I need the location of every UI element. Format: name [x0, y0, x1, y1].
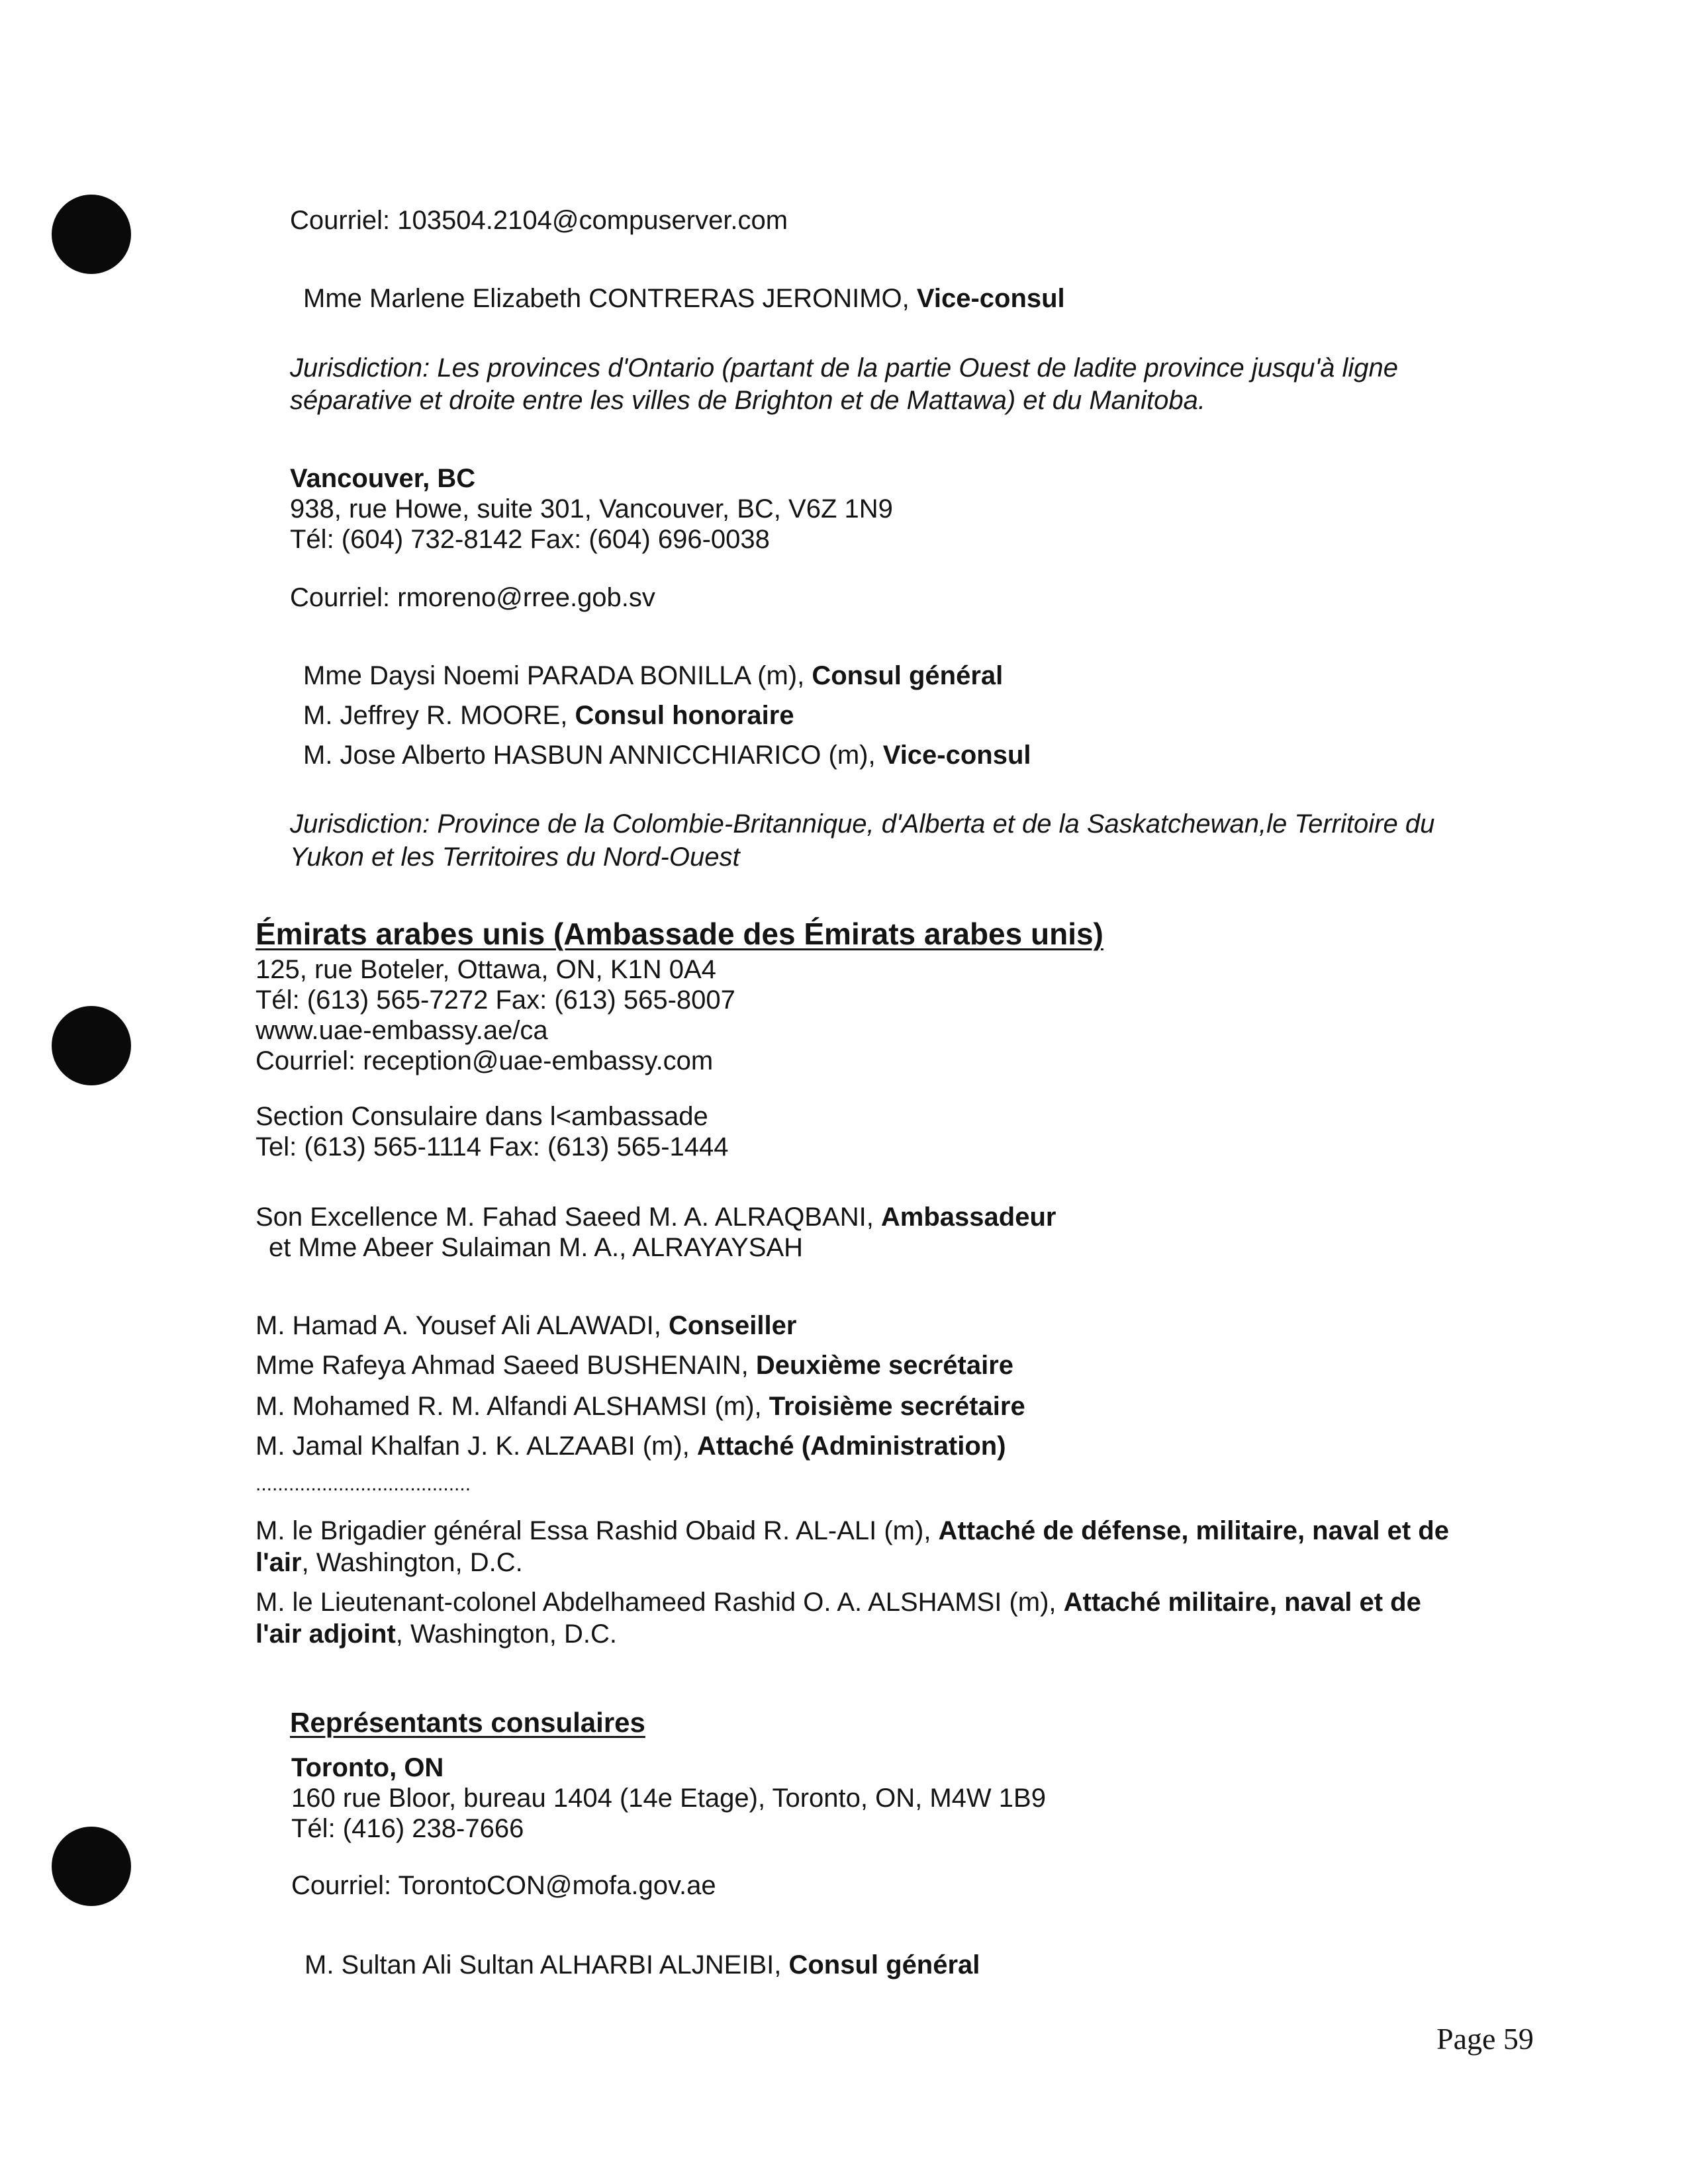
- page-number: Page 59: [1436, 2022, 1534, 2056]
- staff-name: M. Hamad A. Yousef Ali ALAWADI,: [256, 1311, 669, 1340]
- email-line: Courriel: rmoreno@rree.gob.sv: [290, 583, 655, 612]
- staff-title: Deuxième secrétaire: [755, 1351, 1014, 1380]
- staff-entry: [256, 1310, 796, 1341]
- address: 160 rue Bloor, bureau 1404 (14e Etage), Toronto, ON, M4W 1B9: [291, 1784, 1046, 1813]
- staff-name: M. le Lieutenant-colonel Abdelhameed Rashid O. A. ALSHAMSI (m),: [256, 1588, 1064, 1617]
- phone-fax: Tél: (613) 565-7272 Fax: (613) 565-8007: [256, 985, 735, 1015]
- staff-title: Attaché de défense, militaire, naval et de: [938, 1516, 1449, 1545]
- staff-title: Vice-consul: [882, 741, 1031, 770]
- city-name: Vancouver, BC: [290, 464, 476, 493]
- staff-entry: [305, 1950, 980, 1980]
- staff-title: Vice-consul: [916, 284, 1065, 313]
- ambassador-entry: [256, 1202, 1056, 1232]
- staff-name: M. Jeffrey R. MOORE,: [303, 701, 575, 730]
- staff-entry: [303, 660, 1003, 691]
- staff-title: Consul général: [788, 1950, 980, 1979]
- staff-title-cont: l'air adjoint: [256, 1619, 396, 1649]
- staff-name: M. Jamal Khalfan J. K. ALZAABI (m),: [256, 1432, 697, 1461]
- email-line: Courriel: TorontoCON@mofa.gov.ae: [291, 1871, 716, 1900]
- consular-phone-fax: Tel: (613) 565-1114 Fax: (613) 565-1444: [256, 1132, 729, 1161]
- staff-entry: [256, 1350, 1013, 1381]
- vice-consul-entry: [303, 283, 1065, 314]
- jurisdiction-bc-cont: Yukon et les Territoires du Nord-Ouest: [290, 842, 740, 872]
- staff-name: M. Mohamed R. M. Alfandi ALSHAMSI (m),: [256, 1392, 769, 1421]
- embassy-contact: [256, 954, 735, 1076]
- jurisdiction-label: Jurisdiction:: [290, 353, 430, 383]
- consular-section-label: Section Consulaire dans l<ambassade: [256, 1102, 708, 1131]
- staff-location: , Washington, D.C.: [395, 1619, 617, 1649]
- ambassador-title: Ambassadeur: [880, 1203, 1056, 1232]
- staff-title: Consul général: [812, 661, 1004, 690]
- staff-title: Conseiller: [669, 1311, 797, 1340]
- staff-name: M. Jose Alberto HASBUN ANNICCHIARICO (m),: [303, 741, 883, 770]
- staff-name: Mme Rafeya Ahmad Saeed BUSHENAIN,: [256, 1351, 756, 1380]
- staff-name: M. le Brigadier général Essa Rashid Obaid R. AL-ALI (m),: [256, 1516, 939, 1545]
- military-entry: [256, 1516, 1449, 1546]
- separator: .......................................: [256, 1473, 471, 1495]
- punch-hole-bottom: [52, 1827, 131, 1906]
- staff-location: , Washington, D.C.: [301, 1548, 523, 1577]
- staff-title: Consul honoraire: [575, 701, 794, 730]
- address: 125, rue Boteler, Ottawa, ON, K1N 0A4: [256, 955, 716, 984]
- spouse-entry: et Mme Abeer Sulaiman M. A., ALRAYAYSAH: [269, 1233, 804, 1262]
- email: Courriel: reception@uae-embassy.com: [256, 1046, 714, 1075]
- staff-entry: [256, 1431, 1006, 1461]
- address: 938, rue Howe, suite 301, Vancouver, BC, V6Z 1N9: [290, 494, 893, 523]
- phone: Tél: (416) 238-7666: [291, 1814, 524, 1843]
- email-line: Courriel: 103504.2104@compuserver.com: [290, 206, 788, 235]
- punch-hole-top: [52, 195, 131, 274]
- jurisdiction-ontario-cont: séparative et droite entre les villes de Brighton et de Mattawa) et du Manitoba.: [290, 386, 1205, 415]
- military-entry-cont: [256, 1619, 617, 1649]
- staff-title: Attaché (Administration): [696, 1432, 1006, 1461]
- staff-name: Mme Marlene Elizabeth CONTRERAS JERONIMO,: [303, 284, 917, 313]
- military-entry: [256, 1587, 1421, 1617]
- military-entry-cont: [256, 1547, 523, 1578]
- toronto-block: [291, 1752, 1046, 1844]
- jurisdiction-ontario: [290, 353, 1398, 383]
- section-heading: Représentants consulaires: [290, 1707, 645, 1738]
- jurisdiction-text: Les provinces d'Ontario (partant de la partie Ouest de ladite province jusqu'à ligne: [430, 353, 1398, 383]
- staff-name: M. Sultan Ali Sultan ALHARBI ALJNEIBI,: [305, 1950, 789, 1979]
- jurisdiction-text: Province de la Colombie-Britannique, d'Alberta et de la Saskatchewan,le Territoire du: [430, 809, 1435, 839]
- staff-name: Mme Daysi Noemi PARADA BONILLA (m),: [303, 661, 812, 690]
- staff-title-cont: l'air: [256, 1548, 302, 1577]
- jurisdiction-bc: [290, 809, 1434, 839]
- staff-entry: [303, 740, 1031, 770]
- consular-section: [256, 1101, 729, 1162]
- jurisdiction-label: Jurisdiction:: [290, 809, 430, 839]
- staff-entry: [303, 700, 794, 731]
- staff-entry: [256, 1391, 1025, 1422]
- phone-fax: Tél: (604) 732-8142 Fax: (604) 696-0038: [290, 525, 770, 554]
- city-name: Toronto, ON: [291, 1753, 444, 1782]
- vancouver-block: [290, 463, 893, 555]
- country-heading: Émirats arabes unis (Ambassade des Émirats arabes unis): [256, 917, 1103, 951]
- punch-hole-middle: [52, 1006, 131, 1085]
- ambassador-name: Son Excellence M. Fahad Saeed M. A. ALRAQBANI,: [256, 1203, 881, 1232]
- website: www.uae-embassy.ae/ca: [256, 1016, 548, 1045]
- staff-title: Attaché militaire, naval et de: [1063, 1588, 1421, 1617]
- staff-title: Troisième secrétaire: [769, 1392, 1025, 1421]
